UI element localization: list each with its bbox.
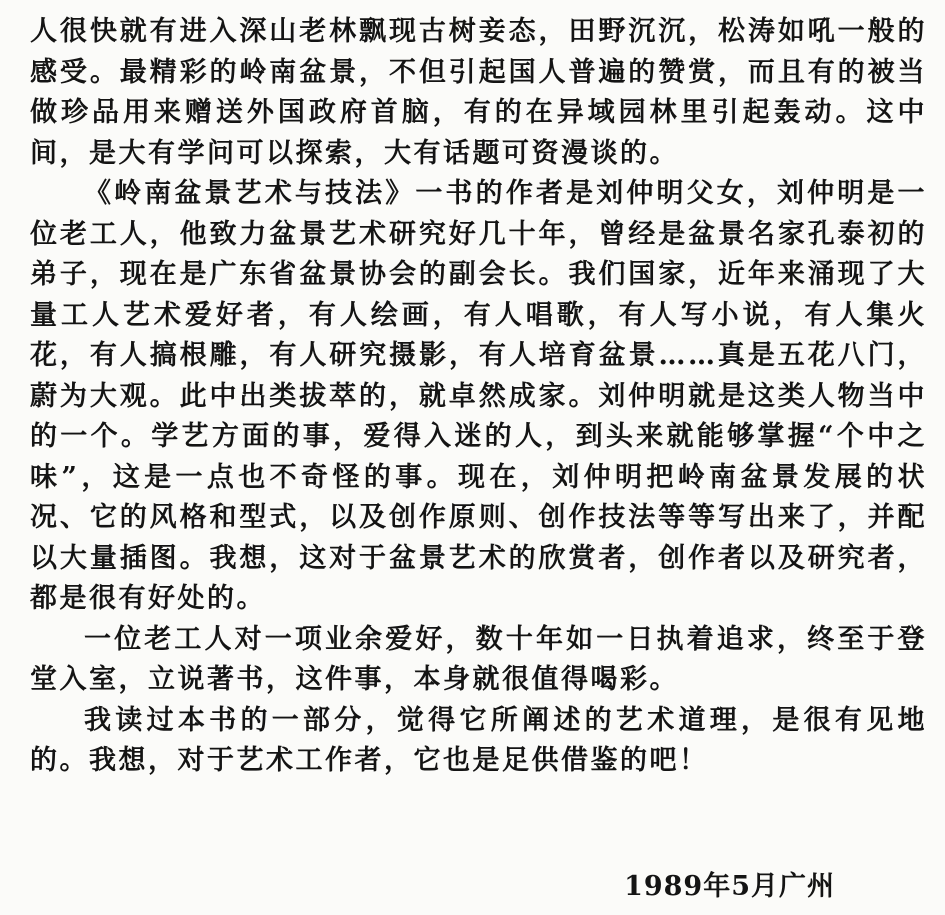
- date-place-signature: 1989年5月广州: [624, 871, 835, 902]
- paragraph-2: 《岭南盆景艺术与技法》一书的作者是刘仲明父女，刘仲明是一位老工人，他致力盆景艺术研究好几十年，曾经是盆景名家孔泰初的弟子，现在是广东省盆景协会的副会长。我们国家，近年来涌现了大量工人艺术爱好者，有人绘画，有人唱歌，有人写小说，有人集火花，有人搞根雕，有人研究摄影，有人培育盆景……真是五花八门，蔚为大观。此中出类拔萃的，就卓然成家。刘仲明就是这类人物当中的一个。学艺方面的事，爱得入迷的人，到头来就能够掌握“个中之味”，这是一点也不奇怪的事。现在，刘仲明把岭南盆景发展的状况、它的风格和型式，以及创作原则、创作技法等等写出来了，并配以大量插图。我想，这对于盆景艺术的欣赏者，创作者以及研究者，都是很有好处的。: [30, 178, 927, 614]
- paragraph-1: 人很快就有进入深山老林飘现古树妾态，田野沉沉，松涛如吼一般的感受。最精彩的岭南盆景，不但引起国人普遍的赞赏，而且有的被当做珍品用来赠送外国政府首脑，有的在异域园林里引起轰动。这中间，是大有学问可以探索，大有话题可资漫谈的。: [30, 16, 927, 169]
- paragraph-3: 一位老工人对一项业余爱好，数十年如一日执着追求，终至于登堂入室，立说著书，这件事，本身就很值得喝彩。: [30, 623, 927, 695]
- paragraph-4: 我读过本书的一部分，觉得它所阐述的艺术道理，是很有见地的。我想，对于艺术工作者，它也是足供借鉴的吧！: [30, 704, 927, 776]
